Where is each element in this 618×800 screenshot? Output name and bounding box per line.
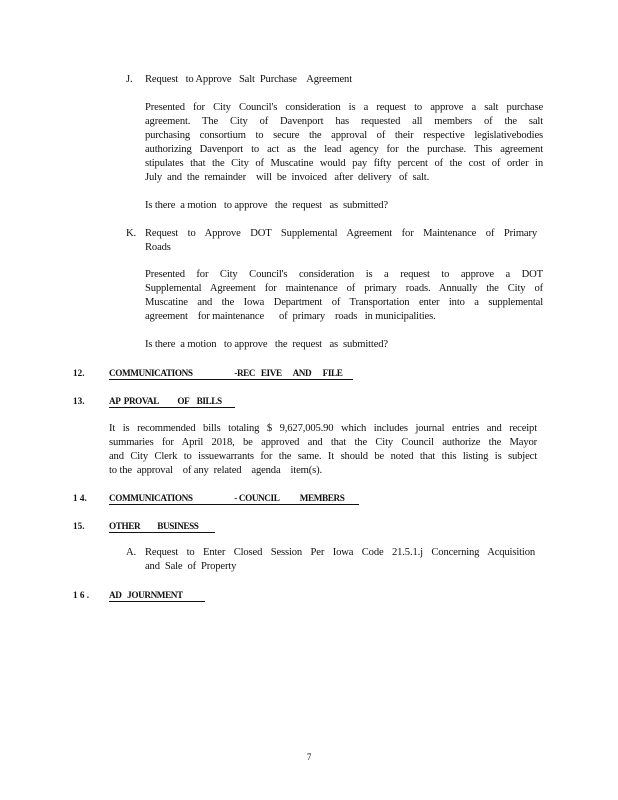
item-k-paragraph bbox=[145, 268, 543, 324]
text-line: It is recommended bills totaling $ 9,627,005.90 which includes journal entries and receipt bbox=[109, 423, 537, 434]
text-line: authorizing Davenport to act as the lead agency for the purchase. This agreement bbox=[145, 144, 543, 155]
text-line: and City Clerk to issuewarrants for the same. It should be noted that this listing is subject bbox=[109, 451, 537, 462]
text-line: Request to Enter Closed Session Per Iowa Code 21.5.1.j Concerning Acquisition bbox=[145, 547, 535, 558]
section-heading-communications: COMMUNICATIONS -REC EIVE AND FILE bbox=[109, 367, 353, 380]
section-number: 1 6 . bbox=[73, 590, 90, 600]
section-heading-adjournment: AD JOURNMENT bbox=[109, 589, 205, 602]
page-number: 7 bbox=[306, 752, 312, 762]
section-number: 12. bbox=[73, 368, 85, 378]
item-a-text bbox=[145, 546, 535, 574]
section-number: 1 4. bbox=[73, 493, 87, 503]
text-line: to the approval of any related agenda item(s). bbox=[109, 465, 322, 476]
section-13-paragraph bbox=[109, 422, 537, 478]
item-j-paragraph bbox=[145, 101, 543, 185]
text-line: agreement for maintenance of primary roads in municipalities. bbox=[145, 311, 436, 322]
section-number: 13. bbox=[73, 396, 85, 406]
text-line: agreement. The City of Davenport has requested all members of the salt bbox=[145, 116, 543, 127]
text-line: Presented for City Council's consideration is a request to approve a salt purchase bbox=[145, 102, 543, 113]
item-k-motion: Is there a motion to approve the request as submitted? bbox=[145, 339, 388, 350]
section-number: 15. bbox=[73, 521, 85, 531]
text-line: July and the remainder will be invoiced after delivery of salt. bbox=[145, 172, 430, 183]
text-line: Roads bbox=[145, 242, 171, 253]
text-line: Request to Approve DOT Supplemental Agreement for Maintenance of Primary bbox=[145, 228, 537, 239]
text-line: Presented for City Council's consideration is a request to approve a DOT bbox=[145, 269, 543, 280]
text-line: and Sale of Property bbox=[145, 561, 237, 572]
item-k-letter: K. bbox=[126, 228, 136, 239]
item-j-motion: Is there a motion to approve the request as submitted? bbox=[145, 200, 388, 211]
text-line: purchasing consortium to secure the approval of their respective legislativebodies bbox=[145, 130, 543, 141]
item-k-title bbox=[145, 227, 537, 255]
section-heading-other-business: OTHER BUSINESS bbox=[109, 520, 215, 533]
item-a-letter: A. bbox=[126, 547, 136, 558]
item-j-title: Request to Approve Salt Purchase Agreement bbox=[145, 74, 352, 85]
text-line: Supplemental Agreement for maintenance of primary roads. Annually the City of bbox=[145, 283, 543, 294]
text-line: Muscatine and the Iowa Department of Transportation enter into a supplemental bbox=[145, 297, 543, 308]
item-j-letter: J. bbox=[126, 74, 133, 85]
text-line: summaries for April 2018, be approved and that the City Council authorize the Mayor bbox=[109, 437, 537, 448]
section-heading-approval-of-bills: AP PROVAL OF BILLS bbox=[109, 395, 235, 408]
section-heading-council-members: COMMUNICATIONS - COUNCIL MEMBERS bbox=[109, 492, 359, 505]
text-line: stipulates that the City of Muscatine would pay fifty percent of the cost of order in bbox=[145, 158, 543, 169]
